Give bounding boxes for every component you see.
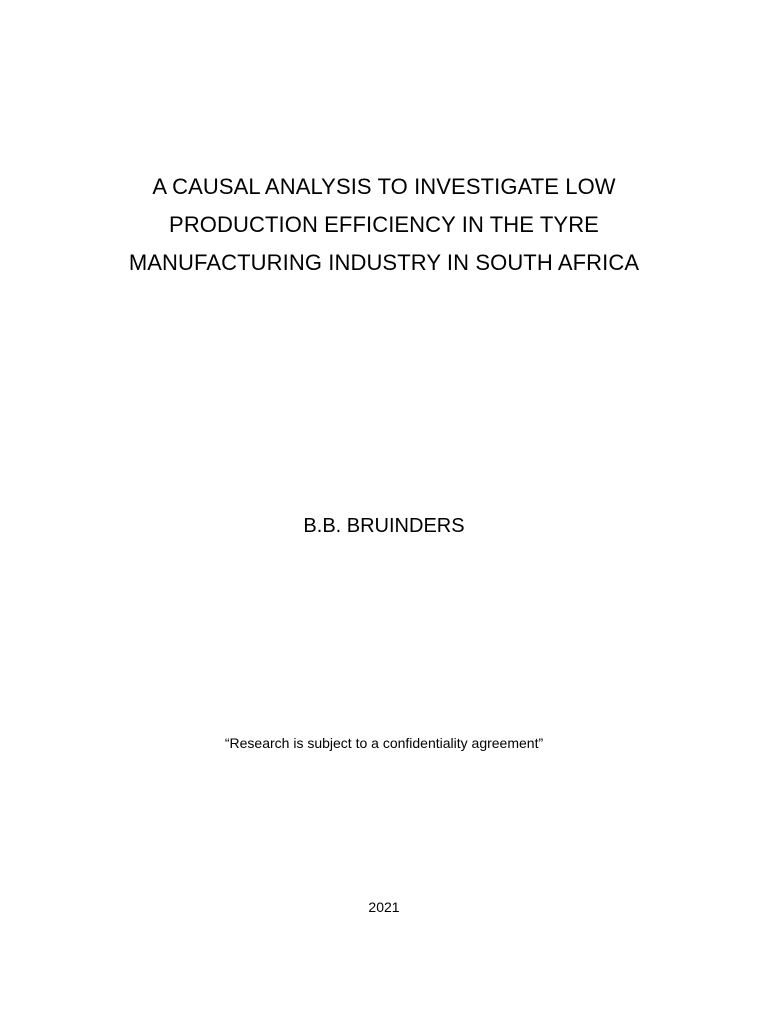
title-line-1: A CAUSAL ANALYSIS TO INVESTIGATE LOW [152, 174, 616, 199]
confidentiality-notice: “Research is subject to a confidentiality agreement” [224, 735, 544, 751]
publication-year: 2021 [368, 899, 400, 915]
title-line-3: MANUFACTURING INDUSTRY IN SOUTH AFRICA [128, 250, 640, 275]
author-name: B.B. BRUINDERS [303, 515, 465, 537]
title-line-2: PRODUCTION EFFICIENCY IN THE TYRE [169, 212, 599, 237]
document-title [0, 168, 768, 282]
